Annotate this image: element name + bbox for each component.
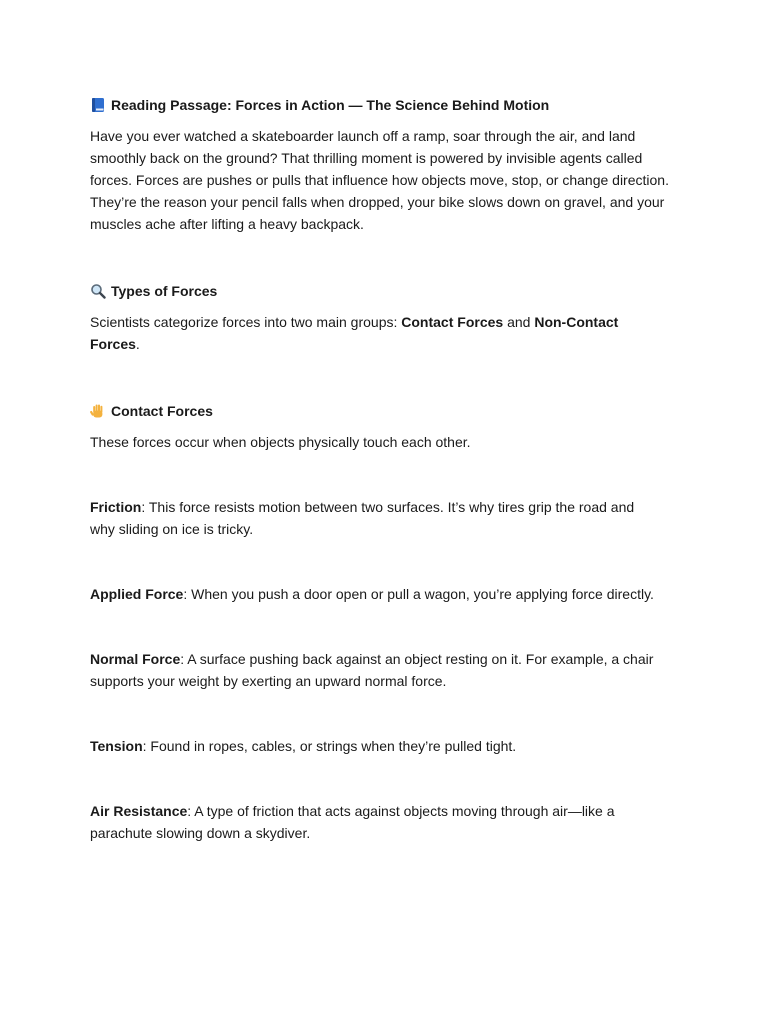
main-heading	[90, 94, 678, 116]
main-heading-text: Reading Passage: Forces in Action — The Science Behind Motion	[111, 97, 550, 113]
contact-forces-term: Contact Forces	[401, 314, 504, 330]
term-friction	[90, 496, 660, 540]
types-heading-text: Types of Forces	[111, 283, 218, 299]
term-description: : When you push a door open or pull a wagon, you’re applying force directly.	[183, 586, 654, 602]
magnifier-icon	[90, 283, 106, 299]
intro-paragraph: Have you ever watched a skateboarder launch off a ramp, soar through the air, and land smoothly back on the ground? That thrilling moment is powered by invisible agents called forces. Forces are pushes or pulls that influence how objects move, stop, or change direction. They’re the reason your pencil falls when dropped, your bike slows down on gravel, and your muscles ache after lifting a heavy backpack.	[90, 128, 669, 232]
term-normal-force	[90, 648, 675, 692]
book-icon	[90, 97, 106, 113]
contact-paragraph: These forces occur when objects physically touch each other.	[90, 434, 471, 450]
types-text-end: .	[135, 336, 140, 352]
term-tension	[90, 735, 675, 757]
types-paragraph	[90, 311, 650, 355]
term-description: : A surface pushing back against an object resting on it. For example, a chair supports your weight by exerting an upward normal force.	[90, 651, 654, 689]
term-label: Tension	[90, 738, 143, 754]
types-heading	[90, 280, 678, 302]
types-text-before: Scientists categorize forces into two main groups:	[90, 314, 402, 330]
term-applied-force	[90, 583, 675, 605]
term-label: Friction	[90, 499, 142, 515]
types-text-and: and	[503, 314, 535, 330]
term-description: : A type of friction that acts against objects moving through air—like a parachute slowing down a skydiver.	[90, 803, 615, 841]
term-description: : This force resists motion between two surfaces. It’s why tires grip the road and why sliding on ice is tricky.	[90, 499, 635, 537]
term-label: Air Resistance	[90, 803, 188, 819]
contact-heading-text: Contact Forces	[111, 403, 213, 419]
term-air-resistance	[90, 800, 675, 844]
contact-heading	[90, 400, 678, 422]
term-label: Applied Force	[90, 586, 184, 602]
term-label: Normal Force	[90, 651, 181, 667]
hand-icon	[90, 403, 106, 419]
term-description: : Found in ropes, cables, or strings when they’re pulled tight.	[142, 738, 517, 754]
non-contact-forces-term: Non-Contact Forces	[90, 314, 619, 352]
